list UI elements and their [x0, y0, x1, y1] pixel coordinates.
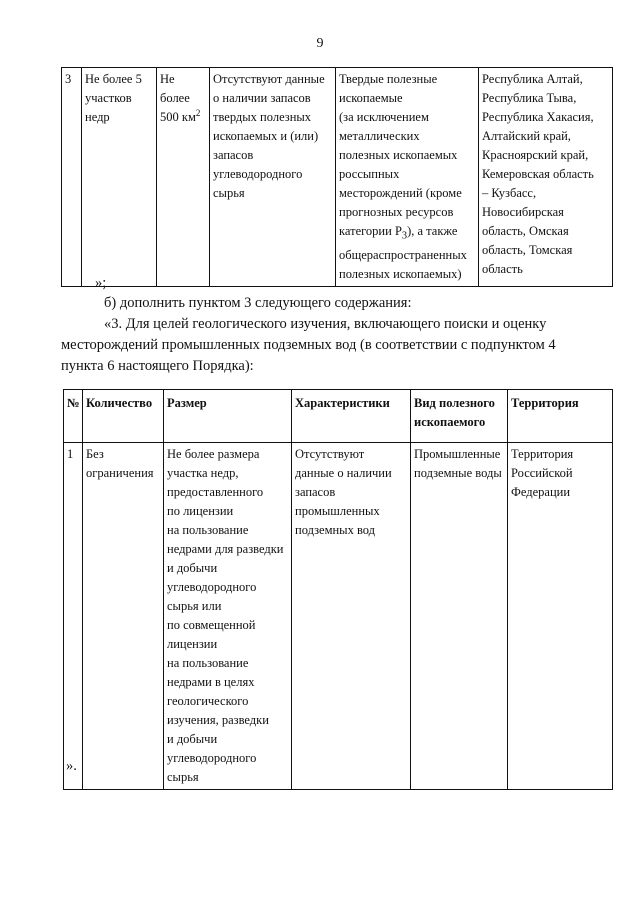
page-number: 9	[316, 36, 324, 51]
header-size: Размер	[164, 390, 292, 443]
top-row-mineral: Твердые полезные ископаемые (за исключением металлических полезных ископаемых россыпных месторождений (кроме прогнозных ресурсов категории $Р_3$), а также общераспространенных полезных ископаемых)	[336, 68, 479, 287]
closing-quote-2: ».	[66, 758, 77, 774]
top-table	[61, 67, 613, 287]
paragraph-3-line-2: месторождений промышленных подземных вод (в соответствии с подпунктом 4	[61, 337, 556, 353]
top-row-size: Не более 500 $км^2$	[157, 68, 210, 287]
top-row-quantity: Не более 5 участков недр	[82, 68, 157, 287]
row-characteristics: Отсутствуют данные о наличии запасов промышленных подземных вод	[292, 443, 411, 790]
top-row-characteristics: Отсутствуют данные о наличии запасов твердых полезных ископаемых и (или) запасов углеводородного сырья	[210, 68, 336, 287]
header-quantity: Количество	[83, 390, 164, 443]
row-size: Не более размера участка недр, предоставленного по лицензии на пользование недрами для разведки и добычи углеводородного сырья или по совмещенной лицензии на пользование недрами в целях геологического изучения, разведки и добычи углеводородного сырья	[164, 443, 292, 790]
main-table	[63, 389, 613, 790]
header-characteristics: Характеристики	[292, 390, 411, 443]
header-mineral: Вид полезного ископаемого	[411, 390, 508, 443]
closing-quote-1: »;	[95, 275, 107, 291]
header-territory: Территория	[508, 390, 613, 443]
row-territory: Территория Российской Федерации	[508, 443, 613, 790]
top-row-num: 3	[62, 68, 82, 287]
top-row-territory: Республика Алтай, Республика Тыва, Республика Хакасия, Алтайский край, Красноярский край, Кемеровская область – Кузбасс, Новосибирская область, Омская область, Томская область	[479, 68, 613, 287]
row-num: 1	[64, 443, 83, 790]
header-num: №	[64, 390, 83, 443]
paragraph-b: б) дополнить пунктом 3 следующего содержания:	[104, 295, 412, 311]
paragraph-3-line-1: «3. Для целей геологического изучения, включающего поиски и оценку	[104, 316, 547, 332]
row-mineral: Промышленные подземные воды	[411, 443, 508, 790]
row-quantity: Без ограничения	[83, 443, 164, 790]
paragraph-3-line-3: пункта 6 настоящего Порядка):	[61, 358, 254, 374]
